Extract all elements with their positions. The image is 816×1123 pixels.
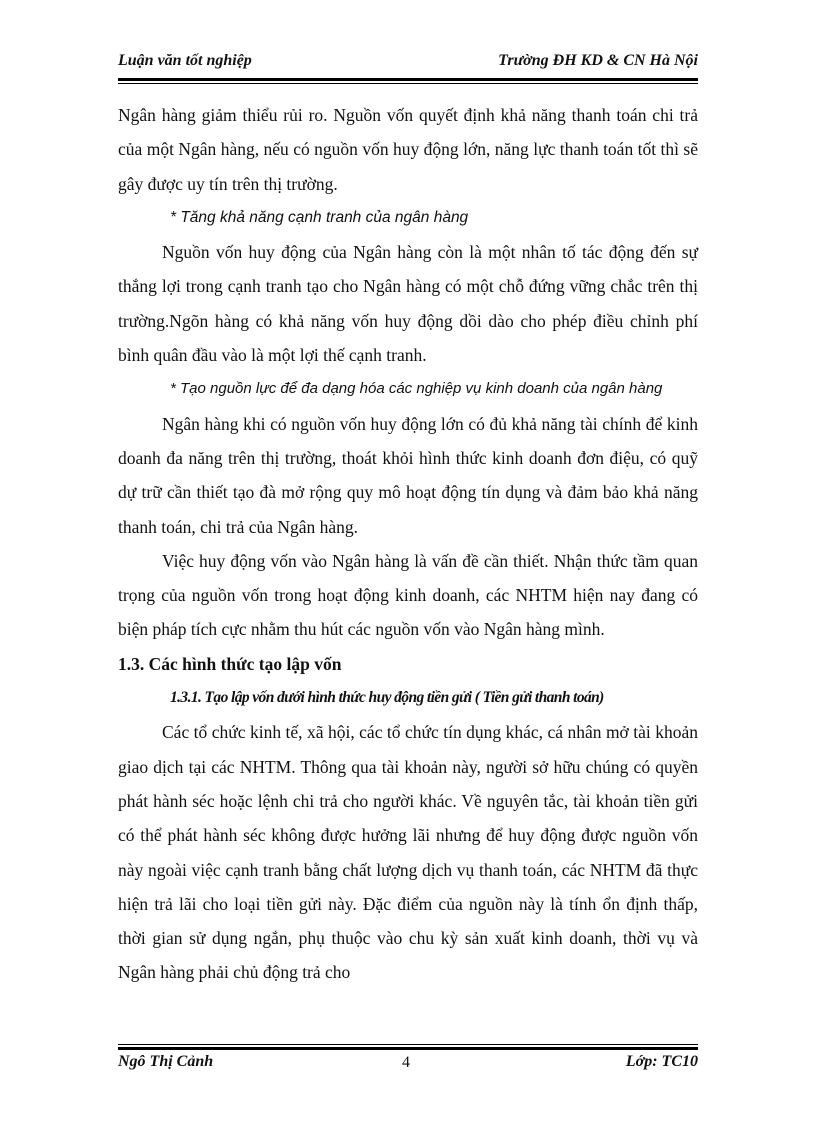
footer-author: Ngô Thị Cảnh [118, 1053, 214, 1070]
footer-rule-thick [118, 1047, 698, 1050]
paragraph-1: Ngân hàng giảm thiểu rủi ro. Nguồn vốn quyết định khả năng thanh toán chi trả của một Ngân hàng, nếu có nguồn vốn huy động lớn, năng lực thanh toán tốt thì sẽ gây được uy tín trên thị trường. [118, 105, 698, 194]
subpoint-competition: * Tăng khả năng cạnh tranh của ngân hàng [170, 208, 469, 226]
page-number: 4 [402, 1054, 410, 1071]
header-university: Trường ĐH KD & CN Hà Nội [498, 52, 698, 69]
page-footer [118, 1053, 698, 1077]
subsection-heading: 1.3.1. Tạo lập vốn dưới hình thức huy động tiền gửi ( Tiền gửi thanh toán) [170, 689, 604, 707]
header-thesis-title: Luận văn tốt nghiệp [118, 52, 252, 69]
header-rule-thin [118, 83, 698, 84]
paragraph-2: Nguồn vốn huy động của Ngân hàng còn là một nhân tố tác động đến sự thắng lợi trong cạnh tranh tạo cho Ngân hàng có một chỗ đứng vững chắc trên thị trường.Ngõn hàng có khả năng vốn huy động dồi dào cho phép điều chỉnh phí bình quân đầu vào là một lợi thế cạnh tranh. [118, 242, 698, 366]
page-body [118, 98, 698, 990]
paragraph-5: Các tổ chức kinh tế, xã hội, các tổ chức tín dụng khác, cá nhân mở tài khoản giao dịch tại các NHTM. Thông qua tài khoản này, người sở hữu chúng có quyền phát hành séc hoặc lệnh chi trả cho người khác. Về nguyên tắc, tài khoản tiền gửi có thể phát hành séc không được hưởng lãi nhưng để huy động được nguồn vốn này ngoài việc cạnh tranh bằng chất lượng dịch vụ thanh toán, các NHTM đã thực hiện trả lãi cho loại tiền gửi này. Đặc điểm của nguồn này là tính ổn định thấp, thời gian sử dụng ngắn, phụ thuộc vào chu kỳ sản xuất kinh doanh, thời vụ và Ngân hàng phải chủ động trả cho [118, 722, 698, 983]
paragraph-3: Ngân hàng khi có nguồn vốn huy động lớn có đủ khả năng tài chính để kinh doanh đa năng trên thị trường, thoát khỏi hình thức kinh doanh đơn điệu, có quỹ dự trữ cần thiết tạo đà mở rộng quy mô hoạt động tín dụng và đảm bảo khả năng thanh toán, chi trả của Ngân hàng. [118, 413, 698, 537]
page-header [118, 52, 698, 76]
paragraph-4: Việc huy động vốn vào Ngân hàng là vấn đề cần thiết. Nhận thức tầm quan trọng của nguồn vốn trong hoạt động kinh doanh, các NHTM hiện nay đang có biện pháp tích cực nhằm thu hút các nguồn vốn vào Ngân hàng mình. [118, 550, 698, 640]
footer-rule-thin [118, 1044, 698, 1045]
subpoint-diversification: * Tạo nguồn lực để đa dạng hóa các nghiệp vụ kinh doanh của ngân hàng [170, 380, 663, 398]
section-heading: 1.3. Các hình thức tạo lập vốn [118, 653, 342, 674]
header-rule-thick [118, 78, 698, 81]
footer-class: Lớp: TC10 [625, 1053, 698, 1070]
